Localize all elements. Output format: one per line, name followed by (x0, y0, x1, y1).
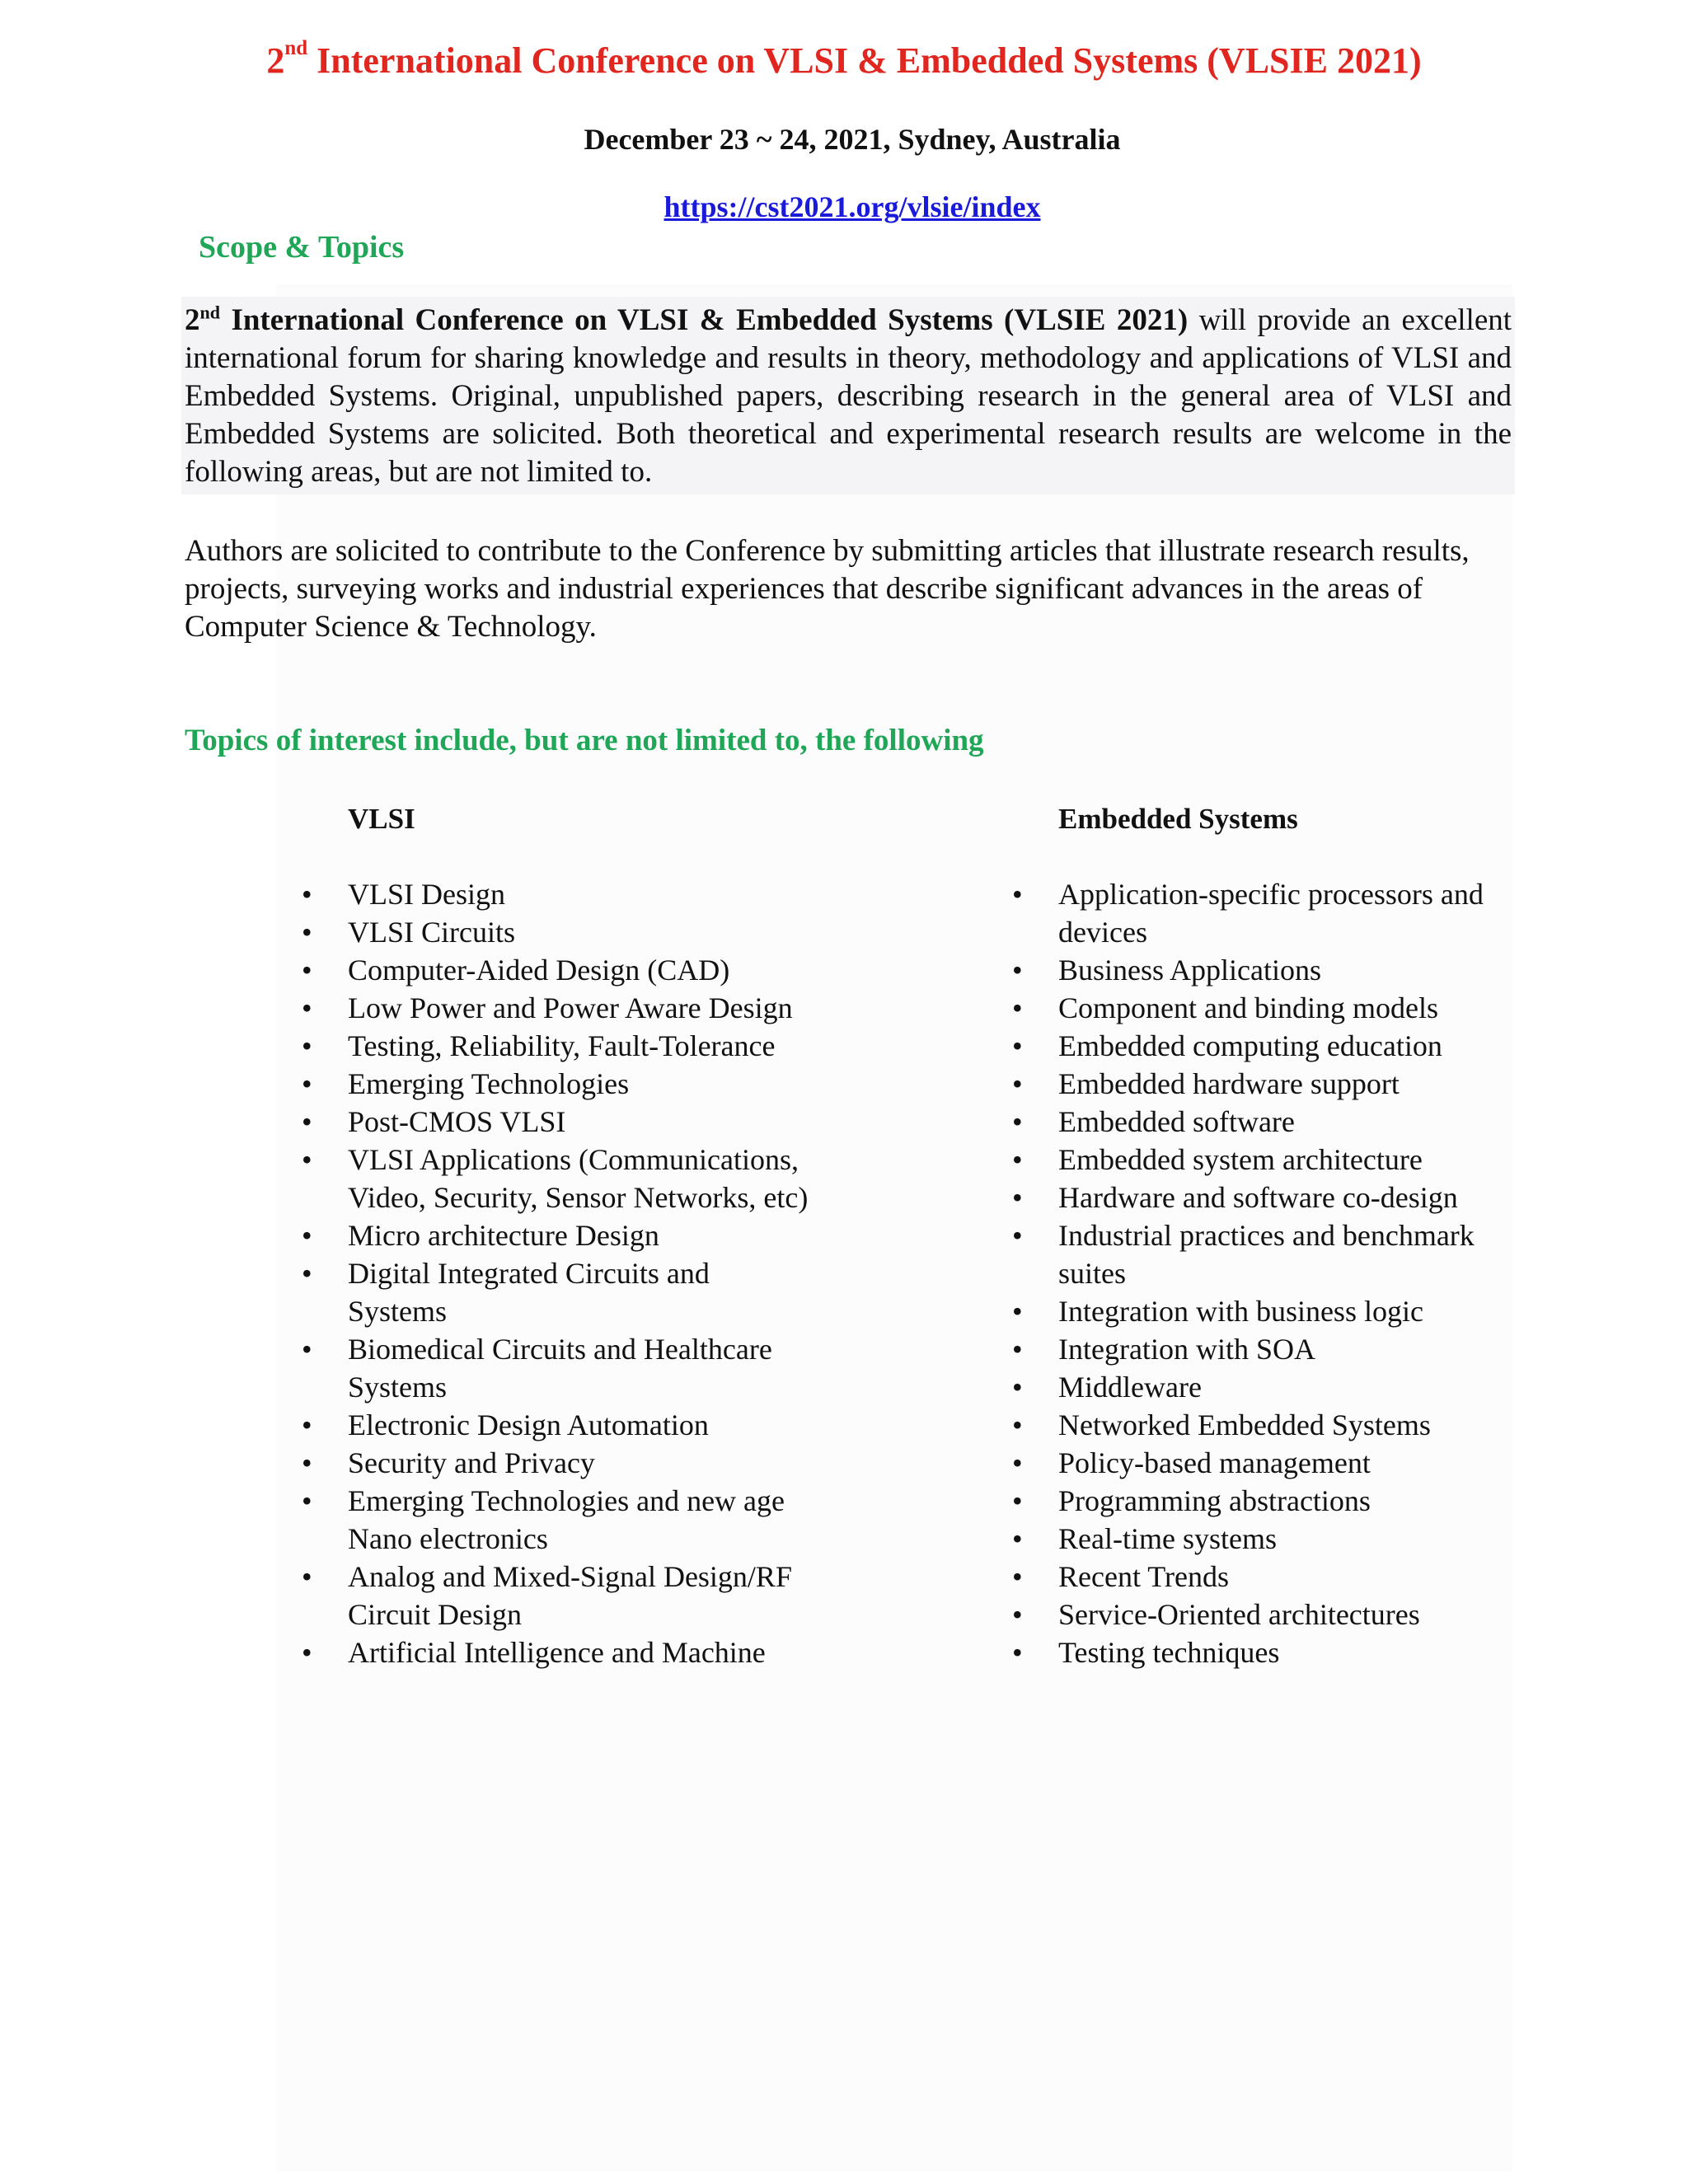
vlsi-topic-list (348, 875, 809, 1671)
topic-item: • Embedded computing education (1058, 1027, 1520, 1065)
topic-item: • Biomedical Circuits and Healthcare Systems (348, 1330, 809, 1406)
topic-item: • Industrial practices and benchmark suites (1058, 1216, 1520, 1292)
topic-item: • VLSI Circuits (348, 913, 809, 951)
conference-title (0, 37, 1688, 82)
embedded-topic-list (1058, 875, 1520, 1671)
topic-item: • Artificial Intelligence and Machine (348, 1633, 809, 1671)
intro-ordinal: 2 (185, 303, 200, 337)
topic-item: • Security and Privacy (348, 1444, 809, 1482)
topic-item: • Real-time systems (1058, 1520, 1520, 1558)
topic-item: • Application-specific processors and devices (1058, 875, 1520, 951)
topic-item: • Testing techniques (1058, 1633, 1520, 1671)
topic-item: • Programming abstractions (1058, 1482, 1520, 1520)
topic-item: • Integration with business logic (1058, 1292, 1520, 1330)
topic-item: • Analog and Mixed-Signal Design/RF Circuit Design (348, 1558, 809, 1633)
topic-item: • Embedded software (1058, 1103, 1520, 1141)
topic-item: • Electronic Design Automation (348, 1406, 809, 1444)
topic-item: • VLSI Applications (Communications, Video, Security, Sensor Networks, etc) (348, 1141, 809, 1216)
conference-dateline: December 23 ~ 24, 2021, Sydney, Australia (584, 123, 1121, 156)
topic-item: • VLSI Design (348, 875, 809, 913)
intro-ordinal-suffix: nd (199, 302, 220, 323)
topic-item: • Embedded hardware support (1058, 1065, 1520, 1103)
topic-item: • Hardware and software co-design (1058, 1179, 1520, 1216)
embedded-heading: Embedded Systems (1058, 803, 1298, 835)
vlsi-heading: VLSI (348, 803, 415, 835)
topic-item: • Digital Integrated Circuits and Systems (348, 1254, 809, 1330)
topic-item: • Integration with SOA (1058, 1330, 1520, 1368)
topic-item: • Computer-Aided Design (CAD) (348, 951, 809, 989)
topic-item: • Networked Embedded Systems (1058, 1406, 1520, 1444)
topic-item: • Low Power and Power Aware Design (348, 989, 809, 1027)
conference-url-link[interactable]: https://cst2021.org/vlsie/index (663, 190, 1041, 223)
title-ordinal: 2 (266, 40, 285, 81)
scope-heading: Scope & Topics (199, 230, 405, 265)
topic-item: • Recent Trends (1058, 1558, 1520, 1596)
topic-item: • Component and binding models (1058, 989, 1520, 1027)
intro-paragraph (181, 297, 1515, 494)
title-ordinal-suffix: nd (284, 37, 308, 60)
topics-heading: Topics of interest include, but are not limited to, the following (185, 724, 984, 757)
intro-text: will provide an excellent international forum for sharing knowledge and results in theory, methodology and applications of VLSI and Embedded Systems. Original, unpublished papers, describing research in the general area of VLSI and Embedded Systems are solicited. Both theoretical and experimental research results are welcome in the following areas, but are not limited to. (185, 303, 1512, 489)
intro-conference-name: International Conference on VLSI & Embedded Systems (VLSIE 2021) (231, 303, 1189, 337)
topic-item: • Middleware (1058, 1368, 1520, 1406)
topic-item: • Micro architecture Design (348, 1216, 809, 1254)
topic-item: • Emerging Technologies and new age Nano electronics (348, 1482, 809, 1558)
topic-item: • Policy-based management (1058, 1444, 1520, 1482)
topic-item: • Business Applications (1058, 951, 1520, 989)
topic-item: • Service-Oriented architectures (1058, 1596, 1520, 1633)
topic-item: • Emerging Technologies (348, 1065, 809, 1103)
topic-item: • Testing, Reliability, Fault-Tolerance (348, 1027, 809, 1065)
intro-bold (185, 303, 1188, 337)
authors-paragraph: Authors are solicited to contribute to the Conference by submitting articles that illustrate research results, projects, surveying works and industrial experiences that describe significant advances in the areas of Computer Science & Technology. (185, 534, 1470, 644)
title-text: International Conference on VLSI & Embedded Systems (VLSIE 2021) (316, 40, 1422, 81)
topic-item: • Post-CMOS VLSI (348, 1103, 809, 1141)
topic-item: • Embedded system architecture (1058, 1141, 1520, 1179)
